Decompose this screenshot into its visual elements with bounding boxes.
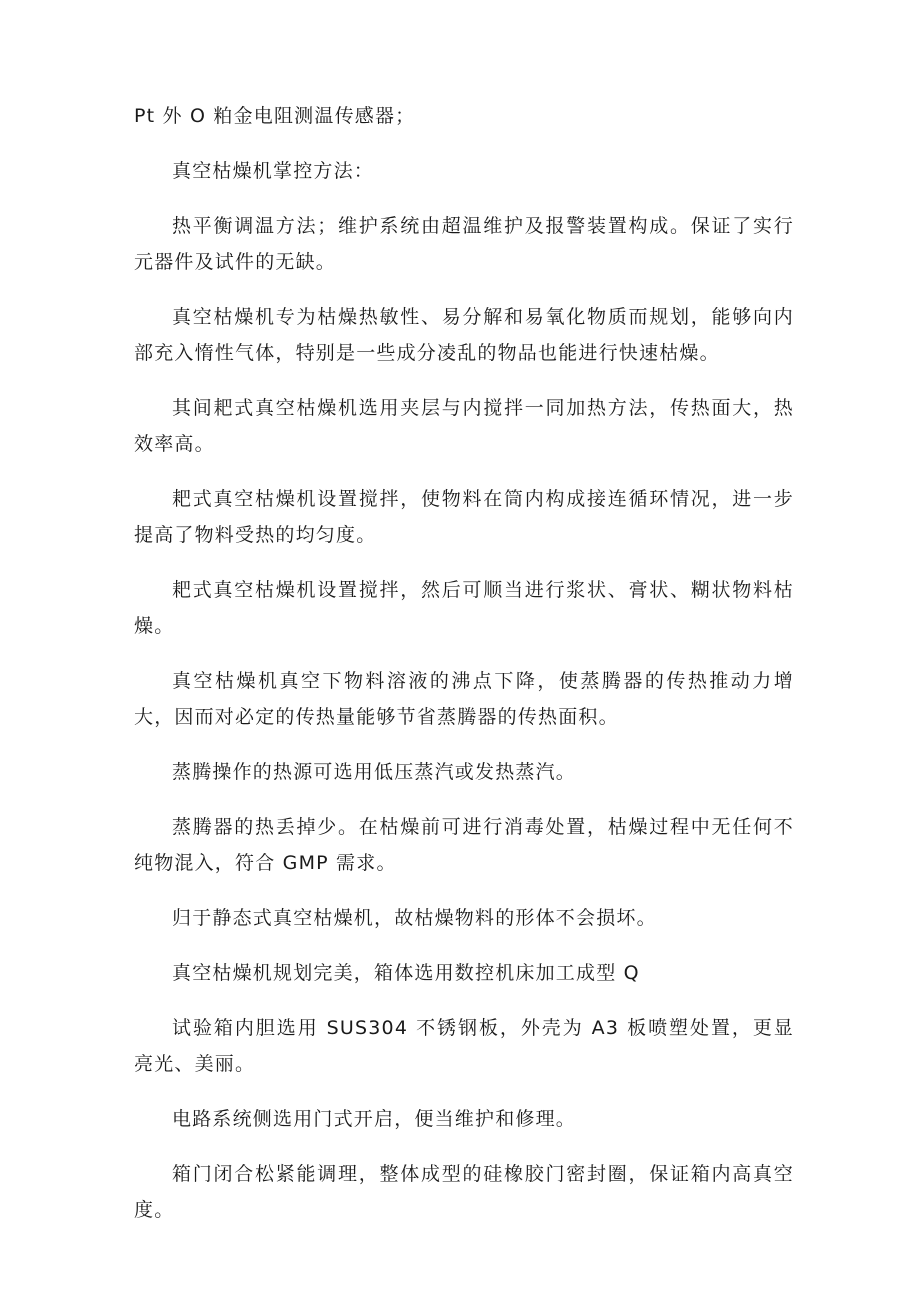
paragraph-cnc-design: 真空枯燥机规划完美，箱体选用数控机床加工成型 Q (172, 962, 640, 984)
paragraph-rake-heating: 其间耙式真空枯燥机选用夹层与内搅拌一同加热方法，传热面大，热效率高。 (134, 397, 794, 455)
paragraph-circuit-door: 电路系统侧选用门式开启，便当维护和修理。 (172, 1108, 577, 1130)
paragraph-rake-stirring: 耙式真空枯燥机设置搅拌，使物料在筒内构成接连循环情况，进一步提高了物料受热的均匀度。 (134, 488, 794, 546)
paragraph-thermal-balance: 热平衡调温方法；维护系统由超温维护及报警装置构成。保证了实行元器件及试件的无缺。 (134, 215, 794, 273)
paragraph-boiling-point: 真空枯燥机真空下物料溶液的沸点下降，使蒸腾器的传热推动力增大，因而对必定的传热量能够节省蒸腾器的传热面积。 (134, 670, 794, 728)
paragraph-static-type: 归于静态式真空枯燥机，故枯燥物料的形体不会损坏。 (172, 907, 657, 929)
paragraph-heat-source: 蒸腾操作的热源可选用低压蒸汽或发热蒸汽。 (172, 761, 577, 783)
paragraph-liner-material: 试验箱内胆选用 SUS304 不锈钢板，外壳为 A3 板喷塑处置，更显亮光、美丽。 (134, 1017, 794, 1075)
paragraph-sensor: Pt 外 O 粕金电阻测温传感器； (134, 105, 416, 127)
document-body (134, 98, 794, 1247)
paragraph-rake-paste: 耙式真空枯燥机设置搅拌，然后可顺当进行浆状、膏状、糊状物料枯燥。 (134, 579, 794, 637)
paragraph-heat-sensitive: 真空枯燥机专为枯燥热敏性、易分解和易氧化物质而规划，能够向内部充入惰性气体，特别是一些成分凌乱的物品也能进行快速枯燥。 (134, 306, 794, 364)
paragraph-door-seal: 箱门闭合松紧能调理，整体成型的硅橡胶门密封圈，保证箱内高真空度。 (134, 1163, 794, 1221)
paragraph-heat-loss: 蒸腾器的热丢掉少。在枯燥前可进行消毒处置，枯燥过程中无任何不纯物混入，符合 GMP 需求。 (134, 816, 794, 874)
paragraph-control-method-heading: 真空枯燥机掌控方法： (172, 160, 375, 182)
